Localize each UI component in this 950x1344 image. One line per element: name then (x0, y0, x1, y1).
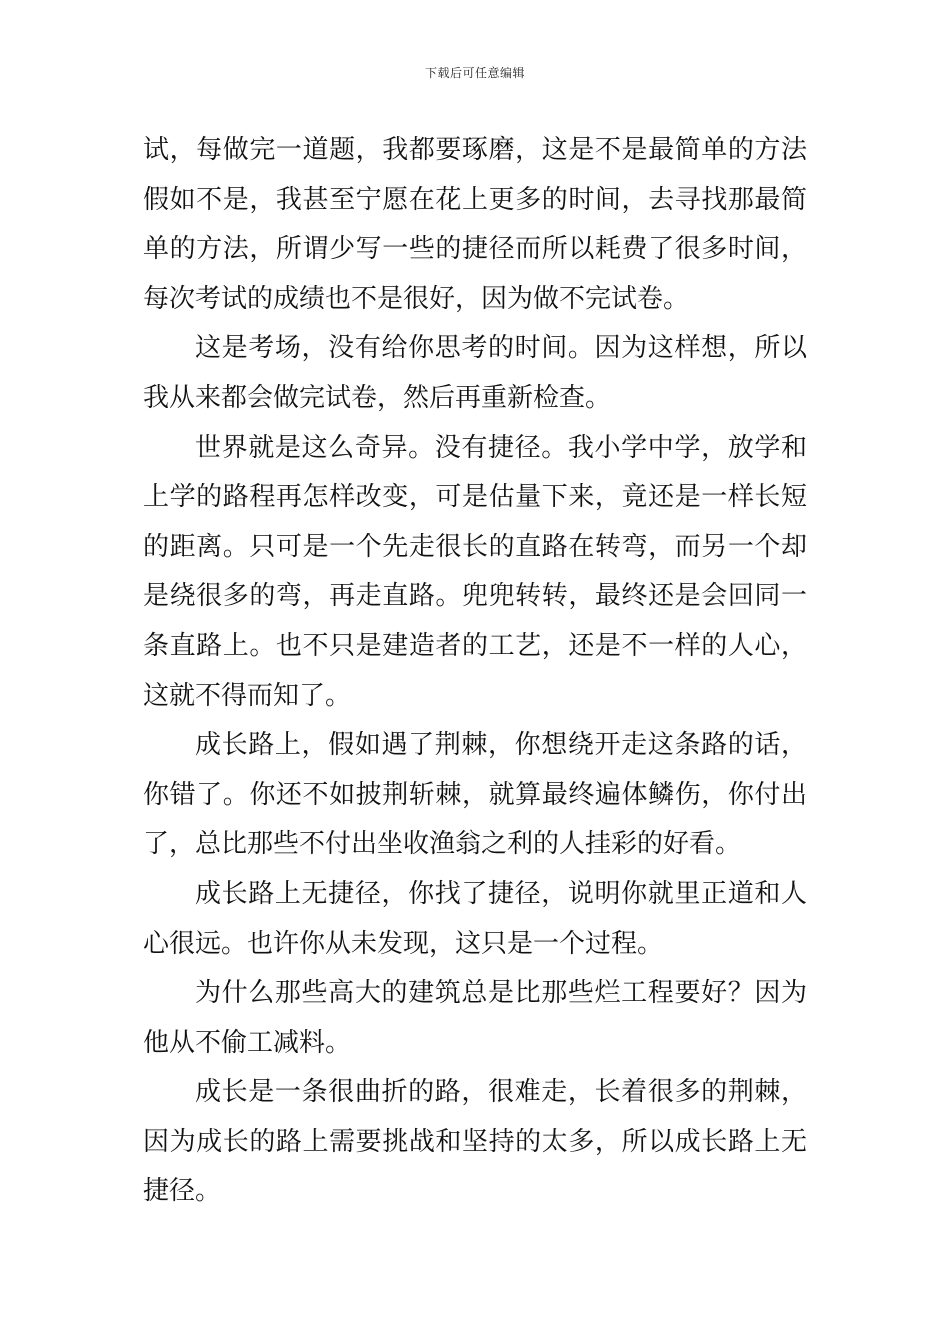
document-body (143, 126, 807, 1217)
paragraph-continuation: 试，每做完一道题，我都要琢磨，这是不是最简单的方法假如不是，我甚至宁愿在花上更多的时间，去寻找那最简单的方法，所谓少写一些的捷径而所以耗费了很多时间，每次考试的成绩也不是很好，因为做不完试卷。 (143, 135, 807, 314)
paragraph: 这是考场，没有给你思考的时间。因为这样想，所以我从来都会做完试卷，然后再重新检查。 (143, 333, 807, 413)
paragraph: 成长是一条很曲折的路，很难走，长着很多的荆棘，因为成长的路上需要挑战和坚持的太多，所以成长路上无捷径。 (143, 1077, 807, 1207)
paragraph: 成长路上无捷径，你找了捷径，说明你就里正道和人心很远。也许你从未发现，这只是一个过程。 (143, 878, 807, 959)
paragraph: 成长路上，假如遇了荆棘，你想绕开走这条路的话，你错了。你还不如披荆斩棘，就算最终遍体鳞伤，你付出了，总比那些不付出坐收渔翁之利的人挂彩的好看。 (143, 730, 807, 860)
paragraph: 为什么那些高大的建筑总是比那些烂工程要好？因为他从不偷工减料。 (143, 978, 807, 1058)
page-header: 下载后可任意编辑 (424, 66, 525, 80)
paragraph: 世界就是这么奇异。没有捷径。我小学中学，放学和上学的路程再怎样改变，可是估量下来，竟还是一样长短的距离。只可是一个先走很长的直路在转弯，而另一个却是绕很多的弯，再走直路。兜兜转转，最终还是会回同一条直路上。也不只是建造者的工艺，还是不一样的人心，这就不得而知了。 (143, 432, 807, 711)
